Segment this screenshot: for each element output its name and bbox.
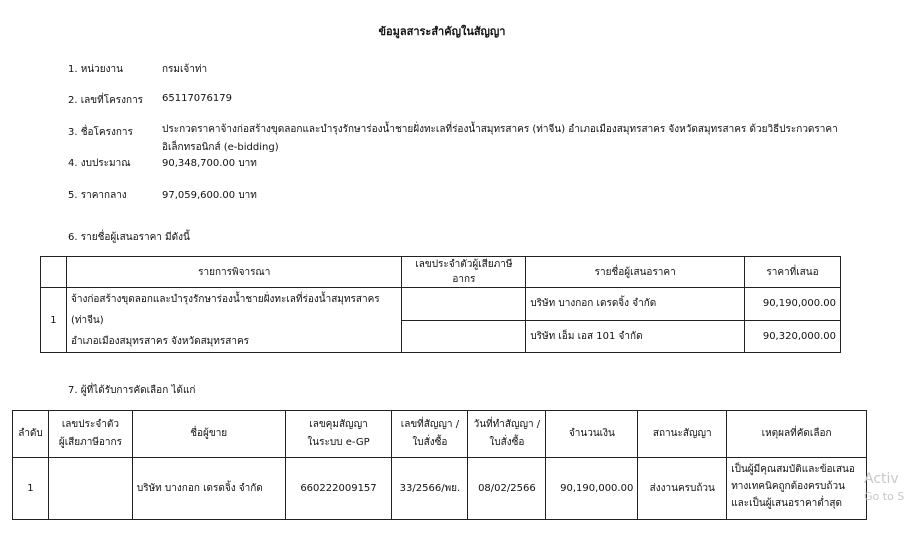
selected-table-header <box>13 411 867 458</box>
header-vendor: ชื่อผู้ขาย <box>132 411 285 458</box>
bidder-name: บริษัท เอ็ม เอส 101 จำกัด <box>526 320 745 353</box>
header-amount: จำนวนเงิน <box>546 411 638 458</box>
header-contract-date: วันที่ทำสัญญา / ใบสั่งซื้อ <box>468 411 546 458</box>
header-egp-no: เลขคุมสัญญา ในระบบ e-GP <box>285 411 392 458</box>
row-number: 1 <box>41 288 67 353</box>
egp-number: 660222009157 <box>285 458 392 520</box>
header-bidder: รายชื่อผู้เสนอราคา <box>526 257 745 288</box>
header-item: รายการพิจารณา <box>66 257 402 288</box>
field-label-project-name: 3. ชื่อโครงการ <box>68 127 133 138</box>
field-value-budget: 90,348,700.00 บาท <box>162 158 257 169</box>
bid-price: 90,320,000.00 <box>745 320 841 353</box>
item-line-2: อำเภอเมืองสมุทรสาคร จังหวัดสมุทรสาคร <box>70 336 250 347</box>
field-value-project-id: 65117076179 <box>162 93 232 104</box>
field-label-agency: 1. หน่วยงาน <box>68 64 123 75</box>
header-contract-no: เลขที่สัญญา / ใบสั่งซื้อ <box>392 411 468 458</box>
table-row <box>41 288 841 321</box>
bid-price: 90,190,000.00 <box>745 288 841 321</box>
tax-id-cell <box>402 320 526 353</box>
field-value-agency: กรมเจ้าท่า <box>162 64 208 75</box>
section7-heading: 7. ผู้ที่ได้รับการคัดเลือก ได้แก่ <box>68 385 196 396</box>
contract-number: 33/2566/พย. <box>392 458 468 520</box>
header-reason: เหตุผลที่คัดเลือก <box>727 411 867 458</box>
item-line-1: จ้างก่อสร้างขุดลอกและบำรุงรักษาร่องน้ำชายฝั่งทะเลที่ร่องน้ำสมุทรสาคร (ท่าจีน) <box>70 294 380 326</box>
tax-id-cell <box>402 288 526 321</box>
bidders-table-header <box>41 257 841 288</box>
header-tax-id: เลขประจำตัวผู้เสียภาษีอากร <box>402 257 526 288</box>
section6-heading: 6. รายชื่อผู้เสนอราคา มีดังนี้ <box>68 232 190 243</box>
row-number: 1 <box>13 458 49 520</box>
table-row <box>13 458 867 520</box>
contract-status: ส่งงานครบถ้วน <box>638 458 727 520</box>
header-no: ลำดับ <box>13 411 49 458</box>
header-status: สถานะสัญญา <box>638 411 727 458</box>
item-description <box>66 288 402 353</box>
header-tax-id: เลขประจำตัว ผู้เสียภาษีอากร <box>48 411 132 458</box>
contract-date: 08/02/2566 <box>468 458 546 520</box>
contract-amount: 90,190,000.00 <box>546 458 638 520</box>
vendor-name: บริษัท บางกอก เดรดจิ้ง จำกัด <box>132 458 285 520</box>
bidder-name: บริษัท บางกอก เดรดจิ้ง จำกัด <box>526 288 745 321</box>
selection-reason: เป็นผู้มีคุณสมบัติและข้อเสนอทางเทคนิคถูกต้องครบถ้วนและเป็นผู้เสนอราคาต่ำสุด <box>727 458 867 520</box>
field-label-median-price: 5. ราคากลาง <box>68 190 127 201</box>
activation-watermark: Activ Go to S <box>864 471 904 503</box>
field-value-project-name: ประกวดราคาจ้างก่อสร้างขุดลอกและบำรุงรักษาร่องน้ำชายฝั่งทะเลที่ร่องน้ำสมุทรสาคร (ท่าจีน) อำเภอเมืองสมุทรสาคร จังหวัดสมุทรสาคร ด้วยวิธีประกวดราคาอิเล็กทรอนิกส์ (e-bidding) <box>162 124 838 153</box>
tax-id-cell <box>48 458 132 520</box>
field-label-project-id: 2. เลขที่โครงการ <box>68 95 144 106</box>
header-price: ราคาที่เสนอ <box>745 257 841 288</box>
selected-vendor-table <box>12 410 867 520</box>
bidders-table <box>40 256 841 353</box>
field-value-median-price: 97,059,600.00 บาท <box>162 190 257 201</box>
field-label-budget: 4. งบประมาณ <box>68 158 131 169</box>
page-title: ข้อมูลสาระสำคัญในสัญญา <box>378 25 506 38</box>
